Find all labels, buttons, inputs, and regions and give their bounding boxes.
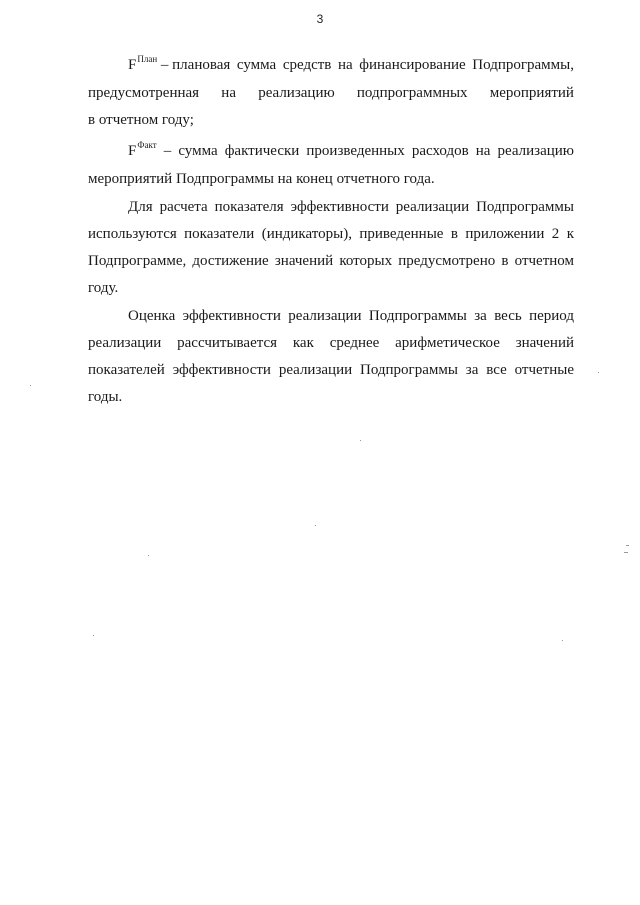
formula-dash: – <box>160 57 169 73</box>
word: Подпрограммы, <box>472 57 574 73</box>
scan-speck <box>30 385 31 386</box>
scan-speck <box>562 640 563 641</box>
paragraph-evaluation: Оценка эффективности реализации Подпрограммы за весь период реализации рассчитывается как среднее арифметическое значений показателей эффективности реализации Подпрограммы за все отчетные годы. <box>88 308 574 405</box>
word: на <box>337 57 353 73</box>
page-number: 3 <box>316 12 324 26</box>
scan-speck <box>360 440 361 441</box>
formula-superscript: План <box>137 54 158 64</box>
formula-superscript: Факт <box>137 140 157 150</box>
word: мероприятий <box>489 85 574 101</box>
scan-speck <box>626 545 629 546</box>
scan-speck <box>624 552 628 553</box>
definition-fact <box>88 138 574 193</box>
scan-speck <box>598 372 599 373</box>
word: финансирование <box>359 57 466 73</box>
definition-plan-line-2 <box>88 80 574 107</box>
word: подпрограммных <box>356 85 468 101</box>
definition-plan-line-1 <box>88 52 574 80</box>
word: сумма <box>236 57 277 73</box>
scan-speck <box>93 635 94 636</box>
word: плановая <box>172 57 231 73</box>
formula-symbol: F <box>128 143 137 159</box>
document-body <box>88 52 574 411</box>
word: предусмотренная <box>88 85 200 101</box>
word: средств <box>282 57 332 73</box>
word: на <box>221 85 236 101</box>
scan-speck <box>315 525 316 526</box>
definition-plan-line-3: в отчетном году; <box>88 112 194 128</box>
definition-fact-text: сумма фактически произведенных расходов на реализацию мероприятий Подпрограммы на конец отчетного года. <box>88 143 575 187</box>
word: реализацию <box>258 85 335 101</box>
formula-symbol: F <box>128 57 137 73</box>
formula-dash: – <box>163 143 172 159</box>
scan-speck <box>148 555 149 556</box>
definition-plan <box>88 52 574 134</box>
paragraph-indicators: Для расчета показателя эффективности реализации Подпрограммы используются показатели (индикаторы), приведенные в приложении 2 к Подпрограмме, достижение значений которых предусмотрено в отчетном году. <box>88 199 574 296</box>
